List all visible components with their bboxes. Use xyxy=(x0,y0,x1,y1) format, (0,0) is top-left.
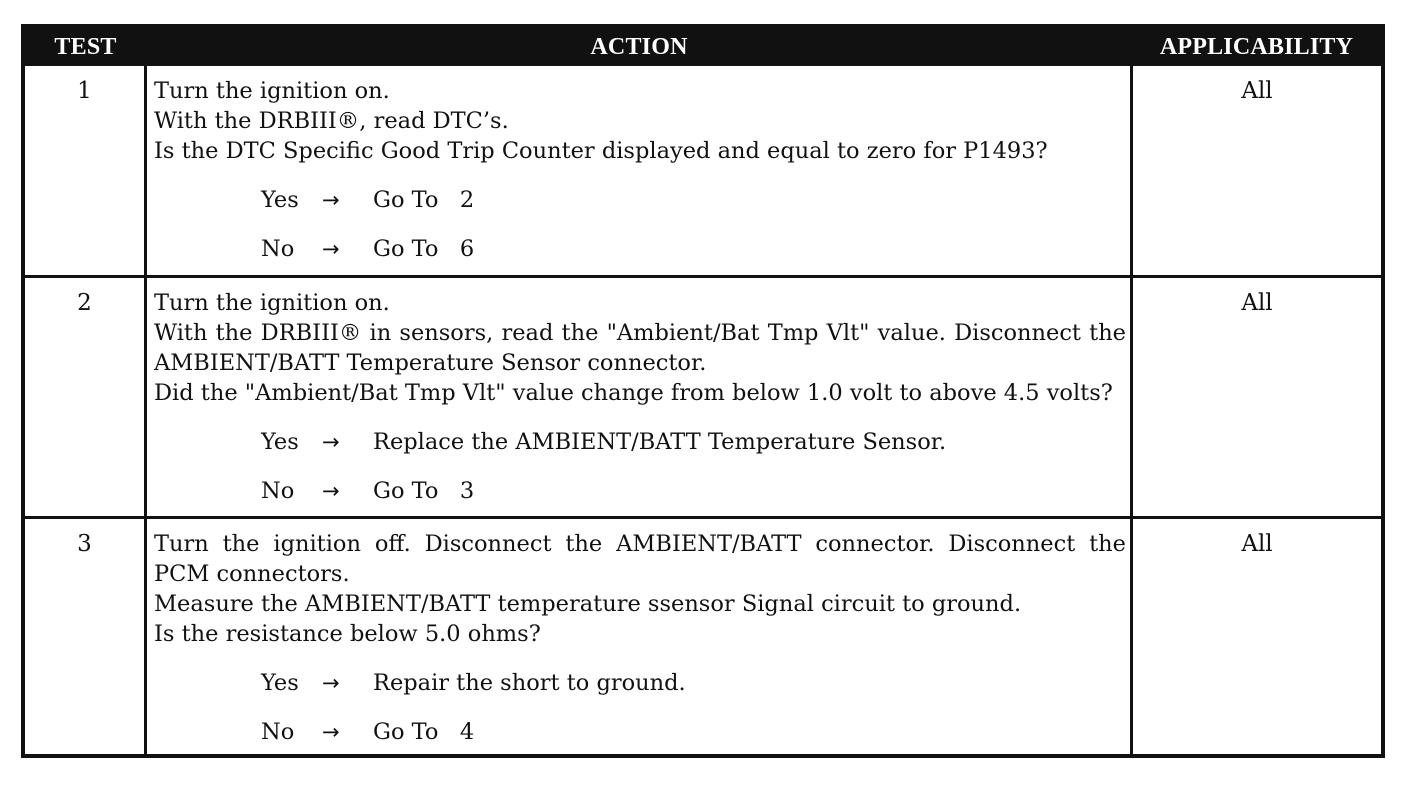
choice-no xyxy=(261,717,1126,747)
choice-yes xyxy=(261,427,1126,457)
applicability-value: All xyxy=(1241,290,1273,316)
test-number: 2 xyxy=(77,290,92,316)
header-action: ACTION xyxy=(590,34,688,60)
choice-answer: Yes xyxy=(261,429,299,455)
table-row-test-1 xyxy=(25,66,1381,275)
choice-answer: Yes xyxy=(261,187,299,213)
choice-result: Replace the AMBIENT/BATT Temperature Sensor. xyxy=(373,429,947,455)
action-line: Is the resistance below 5.0 ohms? xyxy=(154,621,541,647)
action-line: Turn the ignition on. xyxy=(154,290,390,316)
choice-result: Go To 3 xyxy=(373,478,475,504)
action-line: Turn the ignition on. xyxy=(154,78,390,104)
action-line: Measure the AMBIENT/BATT temperature ssensor Signal circuit to ground. xyxy=(154,591,1022,617)
right-arrow-icon: → xyxy=(322,671,340,695)
choice-answer: Yes xyxy=(261,670,299,696)
test-number: 1 xyxy=(77,78,92,104)
action-cell xyxy=(154,288,1126,506)
choice-answer: No xyxy=(261,236,295,262)
action-line: Is the DTC Specific Good Trip Counter displayed and equal to zero for P1493? xyxy=(154,138,1048,164)
table-row-test-2 xyxy=(25,278,1381,516)
applicability-value: All xyxy=(1241,531,1273,557)
right-arrow-icon: → xyxy=(322,237,340,261)
choice-result: Go To 4 xyxy=(373,719,475,745)
choice-answer: No xyxy=(261,719,295,745)
right-arrow-icon: → xyxy=(322,188,340,212)
action-line: Turn the ignition off. Disconnect the AMBIENT/BATT connector. Disconnect the xyxy=(154,531,1126,557)
test-number: 3 xyxy=(77,531,92,557)
table-row-test-3 xyxy=(25,519,1381,758)
choice-result: Go To 6 xyxy=(373,236,475,262)
header-applicability: APPLICABILITY xyxy=(1159,34,1354,60)
choice-no xyxy=(261,476,1126,506)
choice-result: Go To 2 xyxy=(373,187,475,213)
applicability-value: All xyxy=(1241,78,1273,104)
header-test: TEST xyxy=(54,34,117,60)
action-line: With the DRBIII® in sensors, read the "Ambient/Bat Tmp Vlt" value. Disconnect the xyxy=(154,320,1126,346)
right-arrow-icon: → xyxy=(322,430,340,454)
action-line: AMBIENT/BATT Temperature Sensor connector. xyxy=(154,350,707,376)
choice-answer: No xyxy=(261,478,295,504)
action-cell xyxy=(154,76,1126,264)
table-header xyxy=(25,28,1381,66)
choice-no xyxy=(261,234,1126,264)
choice-result: Repair the short to ground. xyxy=(373,670,686,696)
choice-yes xyxy=(261,668,1126,698)
choice-yes xyxy=(261,185,1126,215)
action-cell xyxy=(154,529,1126,747)
action-line: PCM connectors. xyxy=(154,561,350,587)
right-arrow-icon: → xyxy=(322,720,340,744)
right-arrow-icon: → xyxy=(322,479,340,503)
action-line: With the DRBIII®, read DTC’s. xyxy=(154,108,509,134)
action-line: Did the "Ambient/Bat Tmp Vlt" value change from below 1.0 volt to above 4.5 volts? xyxy=(154,380,1113,406)
diagnostic-test-table xyxy=(21,24,1385,758)
